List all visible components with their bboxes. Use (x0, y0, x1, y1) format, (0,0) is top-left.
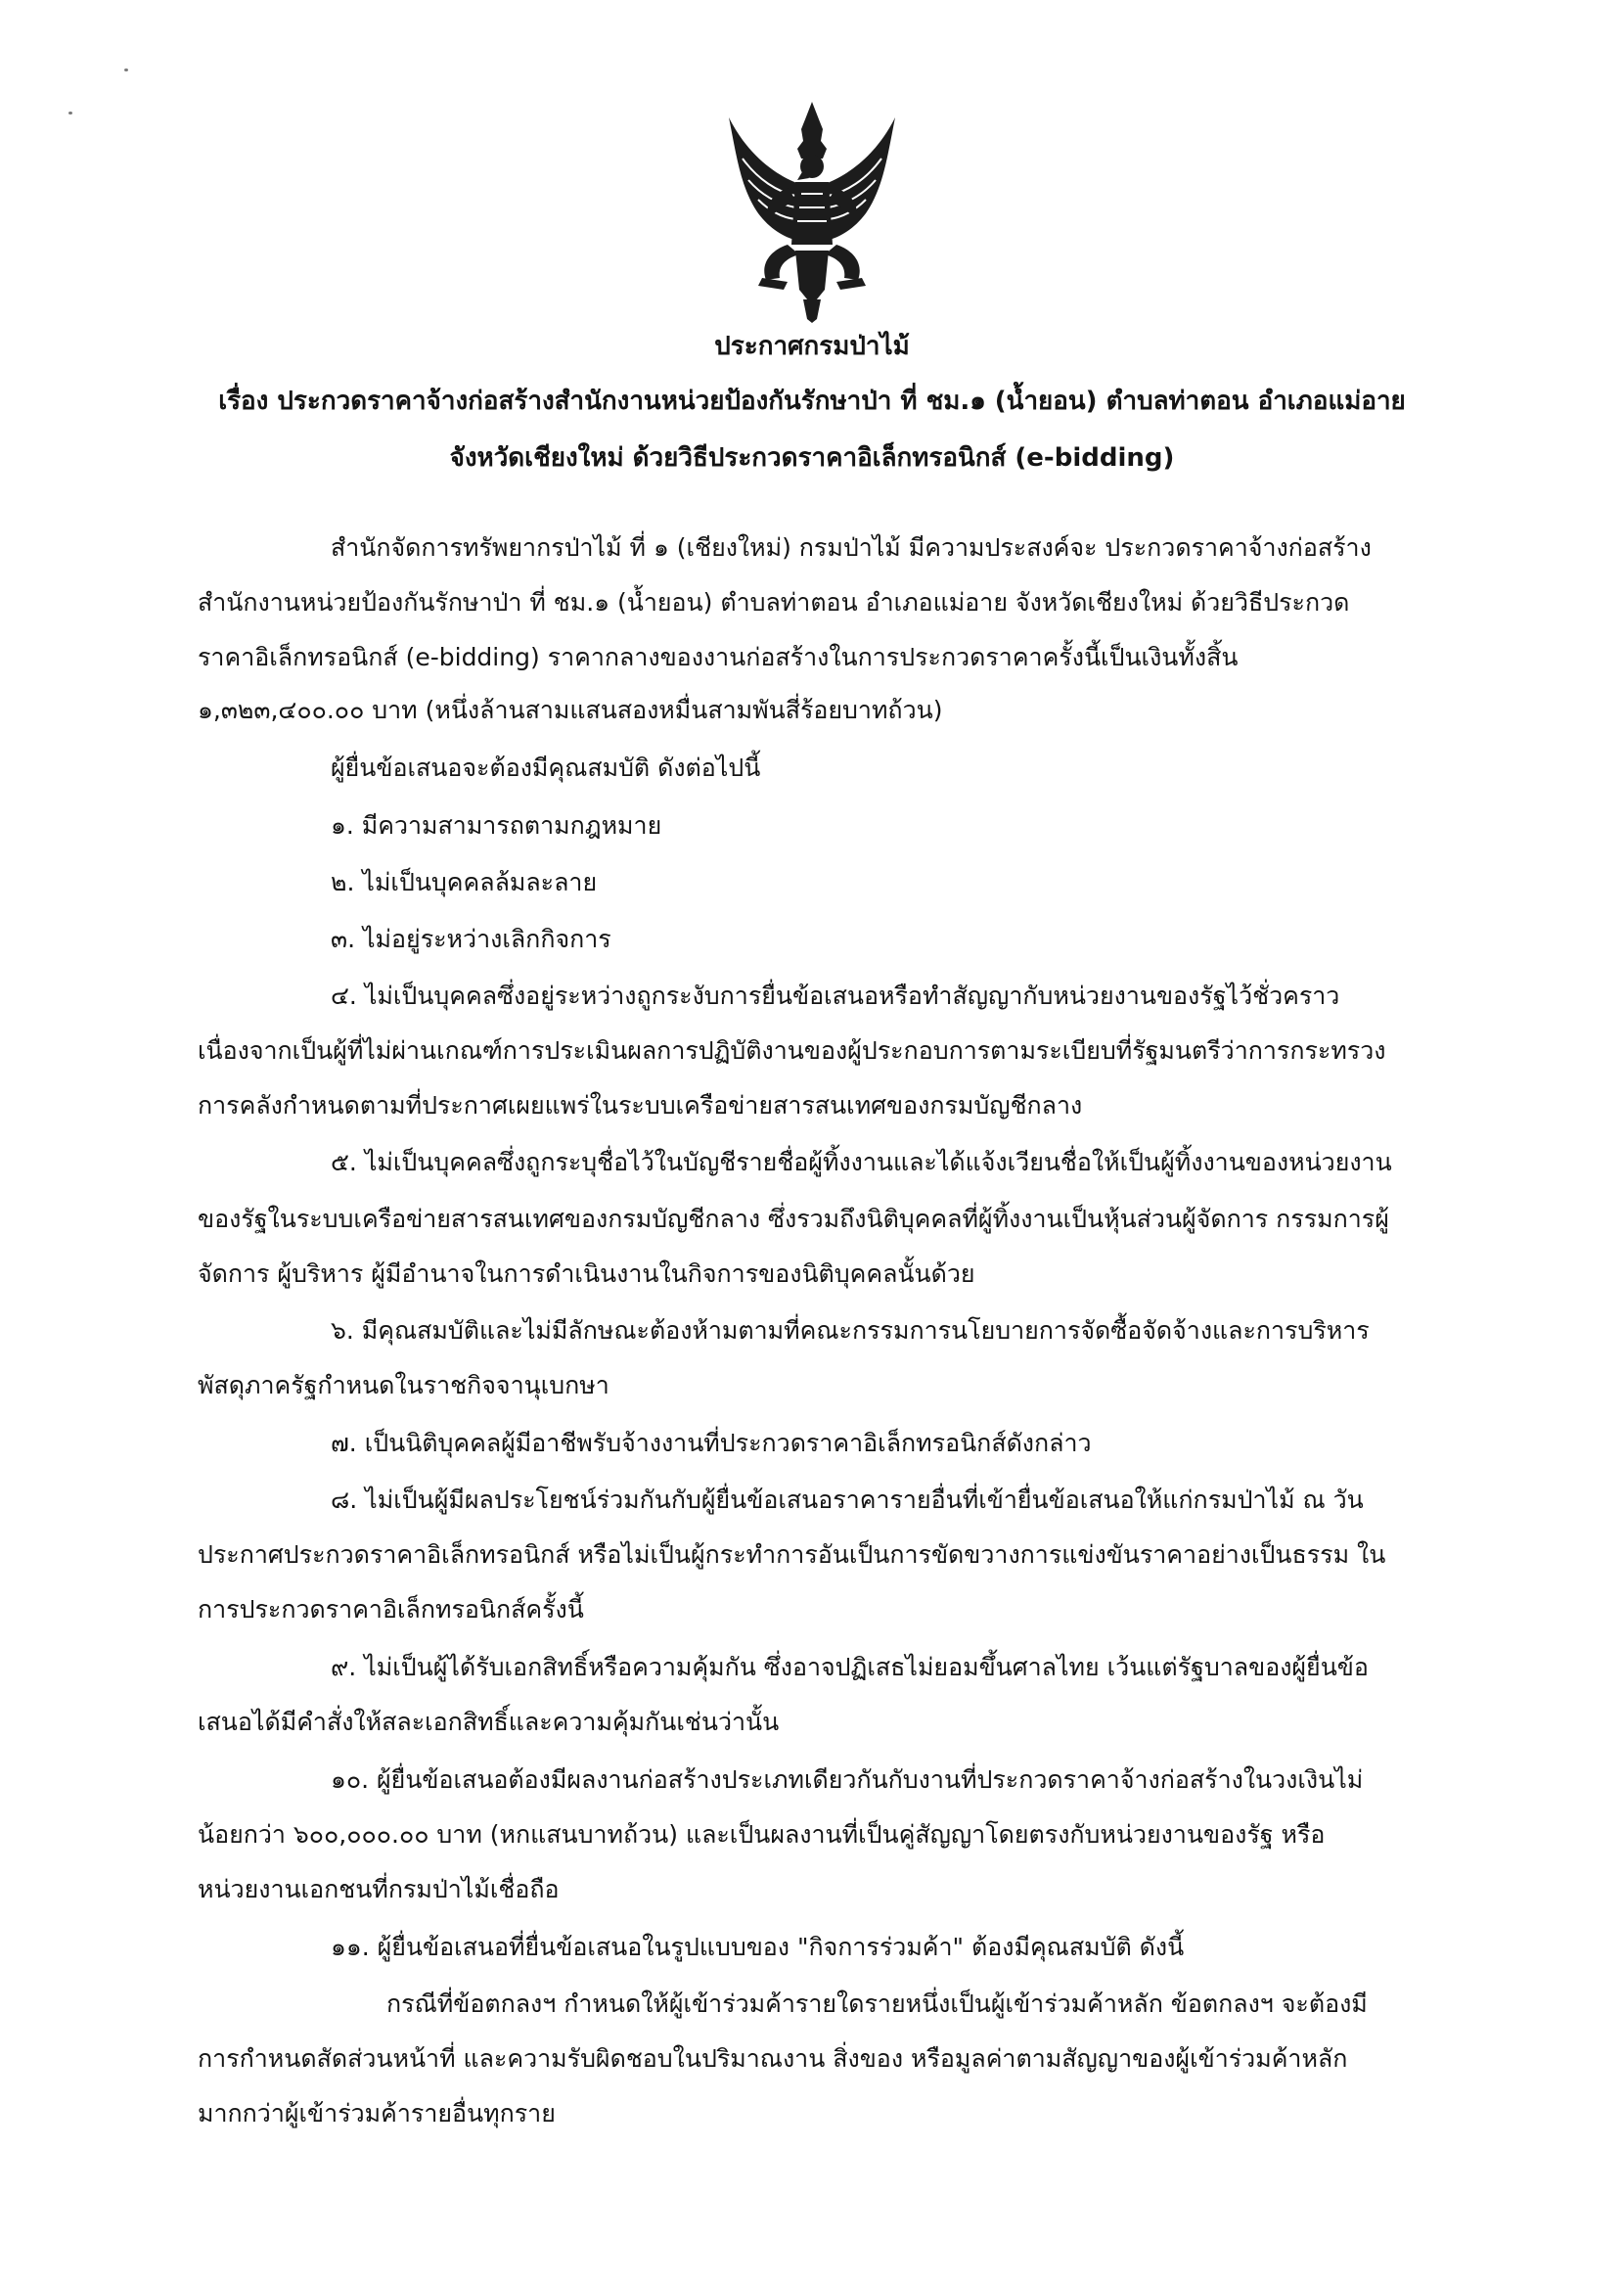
subject-line-1: เรื่อง ประกวดราคาจ้างก่อสร้างสำนักงานหน่วยป้องกันรักษาป่า ที่ ชม.๑ (น้ำยอน) ตำบลท่าตอน อำเภอแม่อาย (218, 387, 1406, 416)
body-line: จัดการ ผู้บริหาร ผู้มีอำนาจในการดำเนินงานในกิจการของนิติบุคคลนั้นด้วย (198, 1259, 975, 1288)
qualification-item-6: ๖. มีคุณสมบัติและไม่มีลักษณะต้องห้ามตามที่คณะกรรมการนโยบายการจัดซื้อจัดจ้างและการบริหาร (331, 1316, 1370, 1345)
body-line: ๑,๓๒๓,๔๐๐.๐๐ บาท (หนึ่งล้านสามแสนสองหมื่นสามพันสี่ร้อยบาทถ้วน) (198, 696, 943, 724)
body-line: สำนักงานหน่วยป้องกันรักษาป่า ที่ ชม.๑ (น้ำยอน) ตำบลท่าตอน อำเภอแม่อาย จังหวัดเชียงใหม่ ด้วยวิธีประกวด (198, 588, 1350, 617)
garuda-emblem-icon (719, 98, 905, 323)
qualification-item-2: ๒. ไม่เป็นบุคคลล้มละลาย (331, 868, 598, 896)
qualification-item-5: ๕. ไม่เป็นบุคคลซึ่งถูกระบุชื่อไว้ในบัญชีรายชื่อผู้ทิ้งงานและได้แจ้งเวียนชื่อให้เป็นผู้ทิ้งงานของหน่วยงาน (331, 1148, 1392, 1176)
body-line: การประกวดราคาอิเล็กทรอนิกส์ครั้งนี้ (198, 1595, 584, 1624)
body-line: เนื่องจากเป็นผู้ที่ไม่ผ่านเกณฑ์การประเมินผลการปฏิบัติงานของผู้ประกอบการตามระเบียบที่รัฐมนตรีว่าการกระทรวง (198, 1036, 1386, 1065)
qualification-item-10: ๑๐. ผู้ยื่นข้อเสนอต้องมีผลงานก่อสร้างประเภทเดียวกันกับงานที่ประกวดราคาจ้างก่อสร้างในวงเงินไม่ (331, 1765, 1364, 1794)
qualifications-intro: ผู้ยื่นข้อเสนอจะต้องมีคุณสมบัติ ดังต่อไปนี้ (331, 754, 761, 782)
qualification-item-8: ๘. ไม่เป็นผู้มีผลประโยชน์ร่วมกันกับผู้ยื่นข้อเสนอราคารายอื่นที่เข้ายื่นข้อเสนอให้แก่กรมป่าไม้ ณ วัน (331, 1486, 1364, 1514)
body-line: ประกาศประกวดราคาอิเล็กทรอนิกส์ หรือไม่เป็นผู้กระทำการอันเป็นการขัดขวางการแข่งขันราคาอย่างเป็นธรรม ใน (198, 1540, 1386, 1569)
qualification-item-4: ๔. ไม่เป็นบุคคลซึ่งอยู่ระหว่างถูกระงับการยื่นข้อเสนอหรือทำสัญญากับหน่วยงานของรัฐไว้ชั่วคราว (331, 982, 1340, 1010)
qualification-item-9: ๙. ไม่เป็นผู้ได้รับเอกสิทธิ์หรือความคุ้มกัน ซึ่งอาจปฏิเสธไม่ยอมขึ้นศาลไทย เว้นแต่รัฐบาลของผู้ยื่นข้อ (331, 1653, 1369, 1681)
qualification-item-1: ๑. มีความสามารถตามกฎหมาย (331, 811, 662, 840)
body-line: เสนอได้มีคำสั่งให้สละเอกสิทธิ์และความคุ้มกันเช่นว่านั้น (198, 1708, 780, 1736)
body-line: มากกว่าผู้เข้าร่วมค้ารายอื่นทุกราย (198, 2099, 556, 2127)
body-line: ของรัฐในระบบเครือข่ายสารสนเทศของกรมบัญชีกลาง ซึ่งรวมถึงนิติบุคคลที่ผู้ทิ้งงานเป็นหุ้นส่วนผู้จัดการ กรรมการผู้ (198, 1205, 1389, 1233)
body-line: พัสดุภาครัฐกำหนดในราชกิจจานุเบกษา (198, 1371, 609, 1399)
qualification-item-3: ๓. ไม่อยู่ระหว่างเลิกกิจการ (331, 925, 611, 953)
body-line: น้อยกว่า ๖๐๐,๐๐๐.๐๐ บาท (หกแสนบาทถ้วน) และเป็นผลงานที่เป็นคู่สัญญาโดยตรงกับหน่วยงานของรัฐ หรือ (198, 1820, 1326, 1849)
qualification-item-7: ๗. เป็นนิติบุคคลผู้มีอาชีพรับจ้างงานที่ประกวดราคาอิเล็กทรอนิกส์ดังกล่าว (331, 1429, 1092, 1457)
subject-line-2: จังหวัดเชียงใหม่ ด้วยวิธีประกวดราคาอิเล็กทรอนิกส์ (e-bidding) (449, 443, 1175, 473)
body-line: การกำหนดสัดส่วนหน้าที่ และความรับผิดชอบในปริมาณงาน สิ่งของ หรือมูลค่าตามสัญญาของผู้เข้าร่วมค้าหลัก (198, 2044, 1348, 2073)
joint-venture-clause: กรณีที่ข้อตกลงฯ กำหนดให้ผู้เข้าร่วมค้ารายใดรายหนึ่งเป็นผู้เข้าร่วมค้าหลัก ข้อตกลงฯ จะต้องมี (386, 1990, 1368, 2018)
qualification-item-11: ๑๑. ผู้ยื่นข้อเสนอที่ยื่นข้อเสนอในรูปแบบของ "กิจการร่วมค้า" ต้องมีคุณสมบัติ ดังนี้ (331, 1933, 1185, 1961)
body-line: การคลังกำหนดตามที่ประกาศเผยแพร่ในระบบเครือข่ายสารสนเทศของกรมบัญชีกลาง (198, 1091, 1083, 1120)
body-line: สำนักจัดการทรัพยากรป่าไม้ ที่ ๑ (เชียงใหม่) กรมป่าไม้ มีความประสงค์จะ ประกวดราคาจ้างก่อสร้าง (331, 533, 1372, 562)
body-line: ราคาอิเล็กทรอนิกส์ (e-bidding) ราคากลางของงานก่อสร้างในการประกวดราคาครั้งนี้เป็นเงินทั้งสิ้น (198, 643, 1239, 671)
announcement-title: ประกาศกรมป่าไม้ (714, 332, 910, 361)
body-line: หน่วยงานเอกชนที่กรมป่าไม้เชื่อถือ (198, 1875, 560, 1903)
